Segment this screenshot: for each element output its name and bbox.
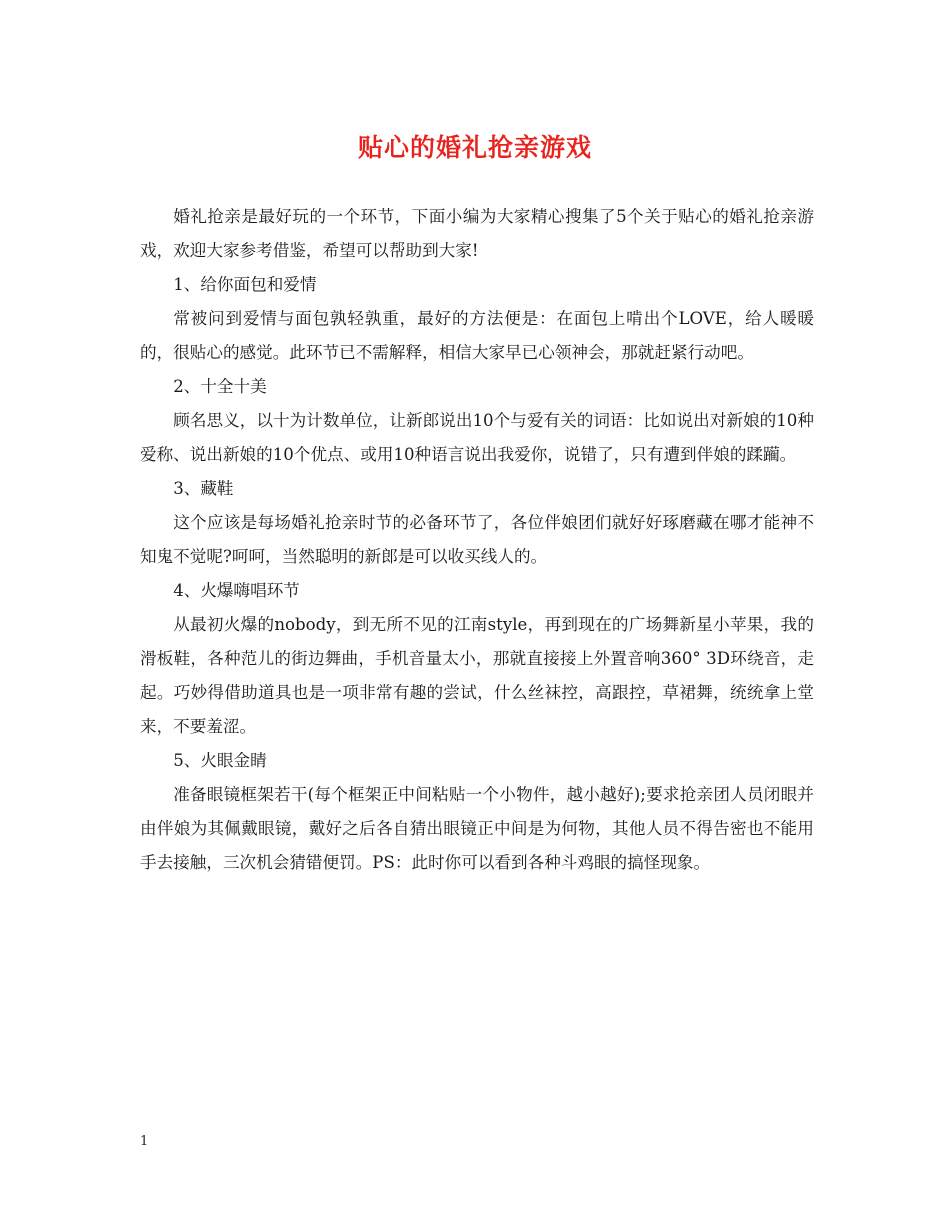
section-heading-4: 4、火爆嗨唱环节 bbox=[173, 581, 300, 600]
section-body-5: 准备眼镜框架若干(每个框架正中间粘贴一个小物件，越小越好);要求抢亲团人员闭眼并由伴娘为其佩戴眼镜，戴好之后各自猜出眼镜正中间是为何物，其他人员不得告密也不能用手去接触，三次机会猜错便罚。PS：此时你可以看到各种斗鸡眼的搞怪现象。 bbox=[140, 785, 814, 872]
section-body-4: 从最初火爆的nobody，到无所不见的江南style，再到现在的广场舞新星小苹果，我的滑板鞋，各种范儿的街边舞曲，手机音量太小，那就直接接上外置音响360° 3D环绕音，走起。巧妙得借助道具也是一项非常有趣的尝试，什么丝袜控，高跟控，草裙舞，统统拿上堂来，不要羞涩。 bbox=[140, 615, 814, 736]
page-title: 贴心的婚礼抢亲游戏 bbox=[357, 133, 592, 162]
page-number: 1 bbox=[140, 1134, 149, 1149]
section-heading-1: 1、给你面包和爱情 bbox=[173, 275, 317, 294]
section-body-3: 这个应该是每场婚礼抢亲时节的必备环节了，各位伴娘团们就好好琢磨藏在哪才能神不知鬼不觉呢?呵呵，当然聪明的新郎是可以收买线人的。 bbox=[140, 513, 814, 566]
section-body-2: 顾名思义，以十为计数单位，让新郎说出10个与爱有关的词语：比如说出对新娘的10种爱称、说出新娘的10个优点、或用10种语言说出我爱你，说错了，只有遭到伴娘的蹂躏。 bbox=[140, 411, 814, 464]
section-heading-2: 2、十全十美 bbox=[173, 377, 267, 396]
section-heading-3: 3、藏鞋 bbox=[173, 479, 234, 498]
section-body-1: 常被问到爱情与面包孰轻孰重，最好的方法便是：在面包上啃出个LOVE，给人暖暖的，很贴心的感觉。此环节已不需解释，相信大家早已心领神会，那就赶紧行动吧。 bbox=[140, 309, 814, 362]
section-heading-5: 5、火眼金睛 bbox=[173, 751, 267, 770]
intro-paragraph: 婚礼抢亲是最好玩的一个环节，下面小编为大家精心搜集了5个关于贴心的婚礼抢亲游戏，欢迎大家参考借鉴，希望可以帮助到大家! bbox=[140, 207, 814, 260]
document-body bbox=[140, 200, 814, 880]
